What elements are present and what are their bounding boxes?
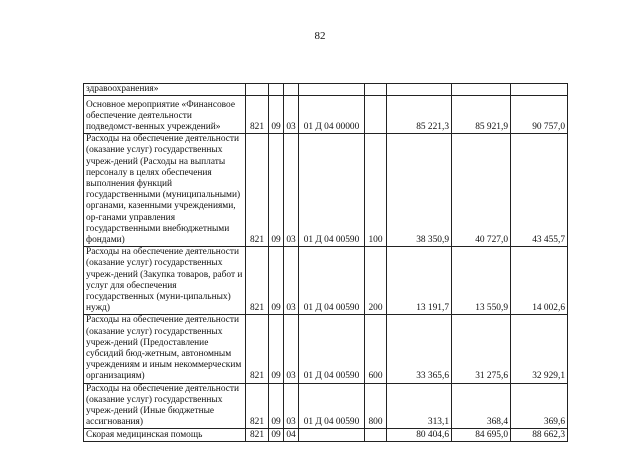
expense-type-cell: 200 — [365, 247, 387, 315]
target-article-cell: 01 Д 04 00590 — [299, 134, 365, 247]
target-article-cell — [299, 84, 365, 96]
table-row — [84, 429, 568, 442]
table-row — [84, 247, 568, 315]
ved-code-cell: 821 — [246, 134, 269, 247]
amount-year3-cell: 88 662,3 — [511, 429, 568, 442]
table-row — [84, 134, 568, 247]
ved-code-cell: 821 — [246, 429, 269, 442]
amount-year3-cell: 32 929,1 — [511, 315, 568, 383]
row-description: здравоохранения» — [84, 84, 246, 96]
table-row — [84, 315, 568, 383]
subsection-code-cell: 03 — [284, 315, 299, 383]
section-code-cell: 09 — [269, 134, 284, 247]
row-description: Расходы на обеспечение деятельности (оказание услуг) государственных учреж-дений (Иные бюджетные ассигнования) — [84, 383, 246, 429]
section-code-cell: 09 — [269, 383, 284, 429]
subsection-code-cell: 04 — [284, 429, 299, 442]
ved-code-cell — [246, 84, 269, 96]
page-number: 82 — [314, 30, 326, 42]
section-code-cell: 09 — [269, 96, 284, 134]
ved-code-cell: 821 — [246, 96, 269, 134]
subsection-code-cell — [284, 84, 299, 96]
target-article-cell: 01 Д 04 00590 — [299, 383, 365, 429]
row-description: Основное мероприятие «Финансовое обеспечение деятельности подведомст-венных учреждений» — [84, 96, 246, 134]
ved-code-cell: 821 — [246, 247, 269, 315]
amount-year2-cell: 368,4 — [452, 383, 511, 429]
expense-type-cell — [365, 429, 387, 442]
amount-year3-cell — [511, 84, 568, 96]
expense-type-cell: 100 — [365, 134, 387, 247]
ved-code-cell: 821 — [246, 315, 269, 383]
expense-type-cell — [365, 96, 387, 134]
amount-year2-cell: 31 275,6 — [452, 315, 511, 383]
section-code-cell: 09 — [269, 247, 284, 315]
row-description: Скорая медицинская помощь — [84, 429, 246, 442]
amount-year1-cell: 80 404,6 — [387, 429, 452, 442]
amount-year3-cell: 14 002,6 — [511, 247, 568, 315]
amount-year1-cell: 38 350,9 — [387, 134, 452, 247]
amount-year1-cell: 313,1 — [387, 383, 452, 429]
table-row — [84, 383, 568, 429]
expense-type-cell: 800 — [365, 383, 387, 429]
table-row — [84, 84, 568, 96]
amount-year2-cell — [452, 84, 511, 96]
target-article-cell — [299, 429, 365, 442]
amount-year1-cell: 33 365,6 — [387, 315, 452, 383]
amount-year1-cell: 13 191,7 — [387, 247, 452, 315]
amount-year3-cell: 369,6 — [511, 383, 568, 429]
budget-table-body — [84, 84, 568, 442]
expense-type-cell: 600 — [365, 315, 387, 383]
amount-year2-cell: 84 695,0 — [452, 429, 511, 442]
subsection-code-cell: 03 — [284, 247, 299, 315]
ved-code-cell: 821 — [246, 383, 269, 429]
budget-table — [83, 83, 568, 442]
subsection-code-cell: 03 — [284, 134, 299, 247]
target-article-cell: 01 Д 04 00000 — [299, 96, 365, 134]
amount-year2-cell: 40 727,0 — [452, 134, 511, 247]
row-description: Расходы на обеспечение деятельности (оказание услуг) государственных учреж-дений (Закупка товаров, работ и услуг для обеспечения государственных (муни-ципальных) нужд) — [84, 247, 246, 315]
table-row — [84, 96, 568, 134]
amount-year1-cell — [387, 84, 452, 96]
amount-year3-cell: 43 455,7 — [511, 134, 568, 247]
section-code-cell: 09 — [269, 429, 284, 442]
subsection-code-cell: 03 — [284, 383, 299, 429]
target-article-cell: 01 Д 04 00590 — [299, 315, 365, 383]
target-article-cell: 01 Д 04 00590 — [299, 247, 365, 315]
expense-type-cell — [365, 84, 387, 96]
amount-year2-cell: 85 921,9 — [452, 96, 511, 134]
row-description: Расходы на обеспечение деятельности (оказание услуг) государственных учреж-дений (Предоставление субсидий бюд-жетным, автономным учреждениям и иным некоммерческим организациям) — [84, 315, 246, 383]
subsection-code-cell: 03 — [284, 96, 299, 134]
row-description: Расходы на обеспечение деятельности (оказание услуг) государственных учреж-дений (Расходы на выплаты персоналу в целях обеспечения выполнения функций государственными (муниципальными) органами, казенными учреждениями, ор-ганами управления государственными внебюджетными фондами) — [84, 134, 246, 247]
amount-year3-cell: 90 757,0 — [511, 96, 568, 134]
section-code-cell — [269, 84, 284, 96]
amount-year1-cell: 85 221,3 — [387, 96, 452, 134]
amount-year2-cell: 13 550,9 — [452, 247, 511, 315]
section-code-cell: 09 — [269, 315, 284, 383]
